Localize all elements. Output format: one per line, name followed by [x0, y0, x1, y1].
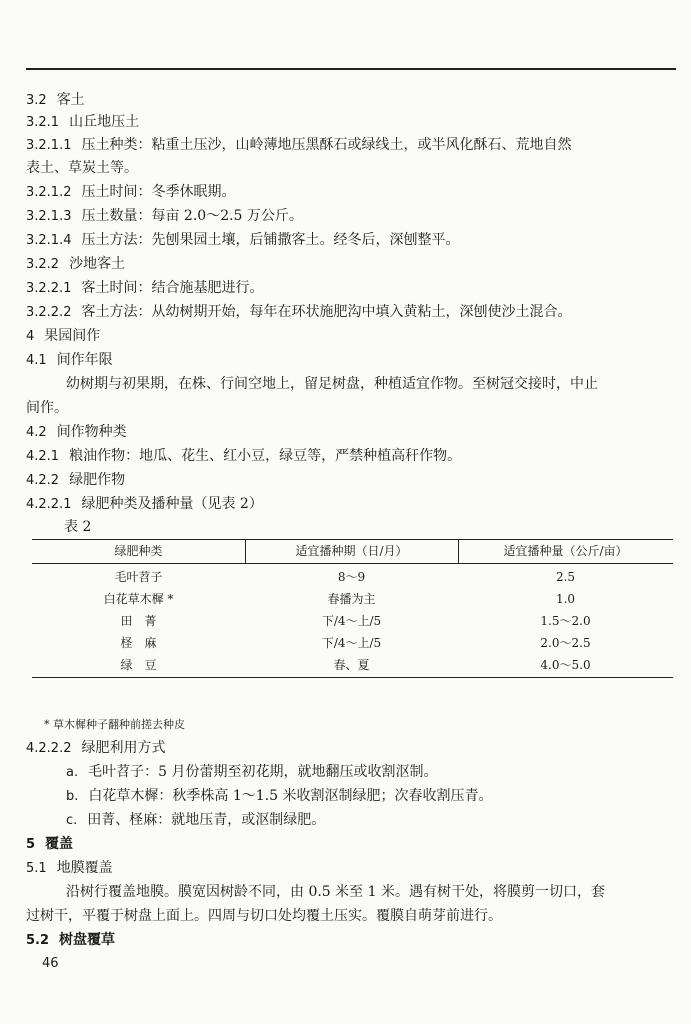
- line-text: 树盘覆草: [59, 932, 116, 948]
- text-line: [66, 762, 691, 783]
- table-cell: 柽 麻: [120, 636, 157, 650]
- table-cell: 下/4～上/5: [321, 636, 382, 650]
- text-line: [26, 738, 676, 759]
- section-number: 3.2.1.2: [26, 185, 72, 200]
- text-line: [26, 446, 676, 467]
- table-cell: 春播为主: [327, 592, 376, 606]
- section-number: 4: [26, 329, 35, 344]
- section-number: 3.2.2.1: [26, 281, 72, 296]
- text-line: [66, 786, 691, 807]
- table-cell: 毛叶苕子: [114, 570, 163, 584]
- section-number: 4.2.2.1: [26, 497, 72, 512]
- text-line: [26, 906, 676, 926]
- green-manure-table: [32, 539, 673, 689]
- line-text: 覆盖: [45, 836, 74, 852]
- text-line: [66, 374, 691, 394]
- table-rule: [32, 539, 673, 540]
- text-line: [26, 858, 676, 879]
- section-number: 5: [26, 837, 36, 852]
- table-cell: 1.5～2.0: [540, 614, 591, 628]
- section-number: 5.2: [26, 933, 50, 948]
- line-text: 客土方法：从幼树期开始，每年在环状施肥沟中填入黄粘土，深刨使沙土混合。: [81, 304, 572, 320]
- text-line: [26, 158, 676, 178]
- section-number: 4.2: [26, 425, 47, 440]
- section-number: 4.2.2.2: [26, 741, 72, 756]
- text-line: [26, 182, 676, 203]
- line-text: 间作物种类: [56, 424, 127, 440]
- section-number: 3.2.2: [26, 257, 60, 272]
- table-cell: 2.5: [555, 570, 576, 584]
- line-text: 田菁、柽麻：就地压青，或沤制绿肥。: [87, 812, 326, 828]
- table-footnote: * 草木樨种子翻种前搓去种皮: [44, 718, 185, 731]
- line-text: 沙地客土: [69, 256, 126, 272]
- table-header-cell: 绿肥种类: [114, 544, 163, 558]
- line-text: 幼树期与初果期，在株、行间空地上，留足树盘，种植适宜作物。至树冠交接时，中止: [66, 376, 598, 392]
- table-cell: 2.0～2.5: [540, 636, 591, 650]
- table-cell: 下/4～上/5: [321, 614, 382, 628]
- line-text: 地膜覆盖: [56, 860, 113, 876]
- text-line: [26, 230, 676, 251]
- text-line: [26, 470, 676, 491]
- section-number: 3.2.1.4: [26, 233, 72, 248]
- text-line: [26, 834, 676, 855]
- table-rule: [32, 563, 673, 564]
- text-line: [26, 398, 676, 418]
- table-cell: 田 菁: [120, 614, 157, 628]
- text-line: [26, 350, 676, 371]
- line-text: 粮油作物：地瓜、花生、红小豆，绿豆等，严禁种植高秆作物。: [69, 448, 462, 464]
- section-number: b.: [66, 789, 79, 804]
- text-line: [26, 90, 676, 111]
- section-number: 3.2: [26, 93, 47, 108]
- line-text: 绿肥种类及播种量（见表 2）: [81, 496, 263, 512]
- section-number: 4.2.1: [26, 449, 60, 464]
- table-cell: 绿 豆: [120, 658, 157, 672]
- text-line: [26, 494, 676, 515]
- section-number: 3.2.2.2: [26, 305, 72, 320]
- section-number: 3.2.1.3: [26, 209, 72, 224]
- text-line: [26, 112, 676, 133]
- line-text: 压土时间：冬季休眠期。: [81, 184, 236, 200]
- text-line: [26, 302, 676, 323]
- line-text: 客土: [56, 92, 85, 108]
- page-number: 46: [42, 956, 59, 971]
- section-number: 4.2.2: [26, 473, 60, 488]
- text-line: [26, 254, 676, 275]
- table-cell: 1.0: [555, 592, 576, 606]
- table-header-cell: 适宜播种量（公斤/亩）: [503, 544, 628, 558]
- line-text: 过树干，平覆于树盘上面上。四周与切口处均覆土压实。覆膜自萌芽前进行。: [26, 908, 502, 924]
- line-text: 山丘地压土: [69, 114, 140, 130]
- text-line: [26, 135, 676, 156]
- line-text: 客土时间：结合施基肥进行。: [81, 280, 264, 296]
- text-line: [26, 206, 676, 227]
- line-text: 白花草木樨：秋季株高 1～1.5 米收割沤制绿肥；次春收割压青。: [88, 788, 493, 804]
- table-cell: 8～9: [337, 570, 366, 584]
- line-text: 绿肥作物: [69, 472, 126, 488]
- line-text: 间作。: [26, 400, 68, 416]
- text-line: [26, 422, 676, 443]
- line-text: 压土数量：每亩 2.0～2.5 万公斤。: [81, 208, 303, 224]
- table-cell: 春、夏: [333, 658, 370, 672]
- line-text: 绿肥利用方式: [81, 740, 166, 756]
- line-text: 沿树行覆盖地膜。膜宽因树龄不同，由 0.5 米至 1 米。遇有树干处，将膜剪一切口，套: [66, 884, 605, 900]
- section-number: c.: [66, 813, 78, 828]
- text-line: [26, 278, 676, 299]
- header-rule: [26, 68, 676, 70]
- section-number: 4.1: [26, 353, 47, 368]
- line-text: 压土方法：先刨果园土壤，后铺撒客土。经冬后，深刨整平。: [81, 232, 460, 248]
- line-text: 表土、草炭土等。: [26, 160, 138, 176]
- line-text: 毛叶苕子：5 月份蕾期至初花期，就地翻压或收割沤制。: [88, 764, 438, 780]
- section-number: 5.1: [26, 861, 47, 876]
- table-cell: 白花草木樨 *: [103, 592, 174, 606]
- section-number: 3.2.1: [26, 115, 60, 130]
- section-number: 3.2.1.1: [26, 138, 72, 153]
- text-line: [26, 930, 676, 951]
- table-rule: [32, 677, 673, 678]
- table-cell: 4.0～5.0: [540, 658, 591, 672]
- line-text: 间作年限: [56, 352, 113, 368]
- text-line: [66, 882, 691, 902]
- text-line: [66, 810, 691, 831]
- table-caption: 表 2: [64, 519, 92, 535]
- table-header-cell: 适宜播种期（日/月）: [295, 544, 408, 558]
- line-text: 压土种类：粘重土压沙，山岭薄地压黑酥石或绿线土，或半风化酥石、荒地自然: [81, 137, 572, 153]
- section-number: a.: [66, 765, 79, 780]
- text-line: [26, 326, 676, 347]
- line-text: 果园间作: [44, 328, 101, 344]
